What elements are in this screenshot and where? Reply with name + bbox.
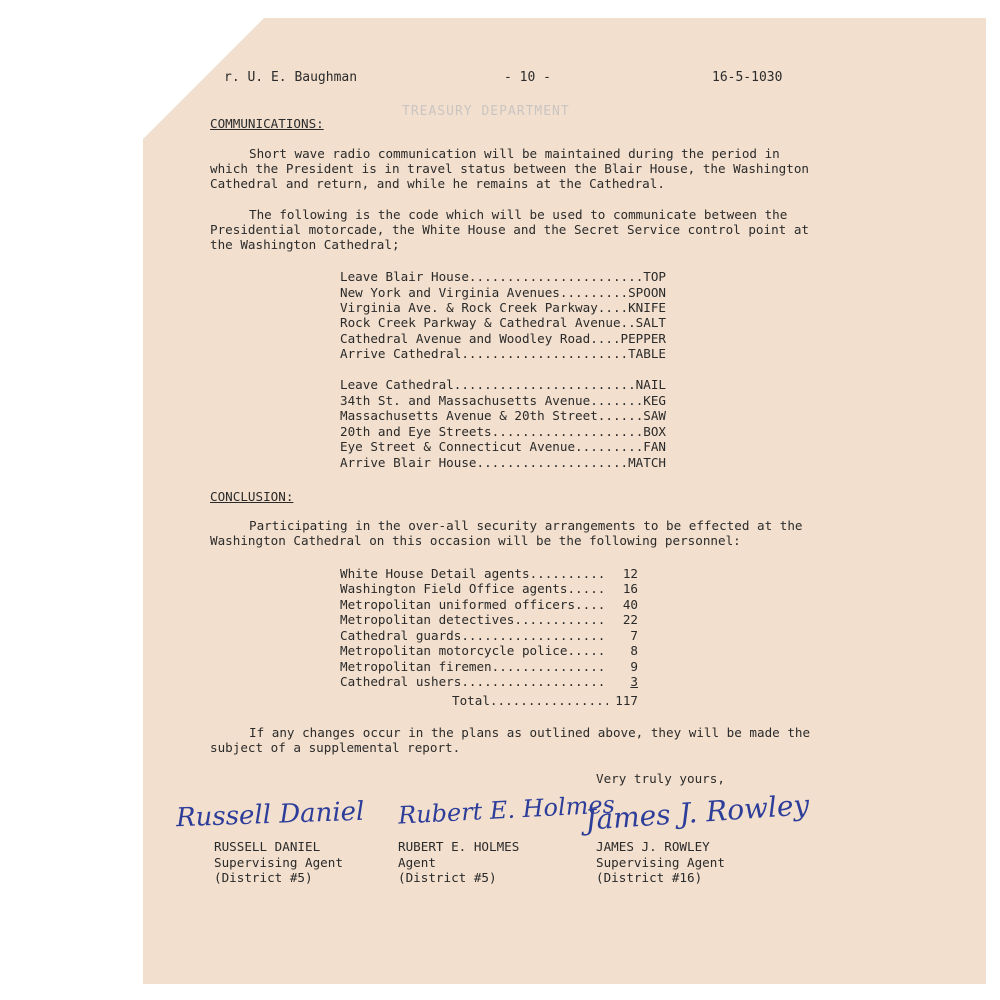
signatory-district: (District #5) (398, 870, 497, 885)
code-row: Leave Cathedral ..... NAIL (340, 377, 666, 392)
signatory-district: (District #16) (596, 870, 703, 885)
signatory-block-holmes (398, 839, 519, 886)
signatory-block-daniel (214, 839, 343, 886)
signatory-title: Supervising Agent (596, 854, 725, 870)
code-row: 20th and Eye Streets ..... BOX (340, 424, 666, 439)
signature-daniel: Russell Daniel (175, 796, 365, 834)
signatory-name: RUBERT E. HOLMES (398, 839, 520, 854)
code-row: Rock Creek Parkway & Cathedral Avenue ..... SALT (340, 315, 666, 330)
conclusion-paragraph: Participating in the over-all security arrangements to be effected at the Washington Cathedral on this occasion will be the following personnel: (210, 518, 803, 548)
code-row: Massachusetts Avenue & 20th Street ..... SAW (340, 408, 666, 423)
closing: Very truly yours, (596, 771, 725, 786)
personnel-total-row: Total ..... 117 (452, 693, 638, 708)
signatory-title: Agent (398, 854, 436, 870)
code-row: Leave Blair House ..... TOP (340, 269, 666, 284)
code-row: 34th St. and Massachusetts Avenue ..... KEG (340, 393, 666, 408)
signature-holmes: Rubert E. Holmes (397, 790, 616, 830)
file-number: 16-5-1030 (712, 70, 783, 85)
signatory-name: RUSSELL DANIEL (214, 839, 321, 854)
signatory-block-rowley (596, 839, 725, 886)
bleedthrough-heading: TREASURY DEPARTMENT (402, 104, 570, 119)
signatory-district: (District #5) (214, 870, 313, 885)
header-addressee: r. U. E. Baughman (224, 70, 358, 85)
changes-paragraph: If any changes occur in the plans as outlined above, they will be made the subject of a supplemental report. (210, 725, 811, 755)
communications-heading: COMMUNICATIONS: (210, 116, 324, 131)
code-row: Eye Street & Connecticut Avenue ..... FAN (340, 439, 666, 454)
personnel-row: Metropolitan detectives ..... 22 (340, 612, 638, 627)
personnel-row: Cathedral guards ..... 7 (340, 628, 638, 643)
personnel-row: White House Detail agents ..... 12 (340, 566, 638, 581)
code-row: New York and Virginia Avenues ..... SPOON (340, 285, 666, 300)
personnel-row: Metropolitan uniformed officers ..... 40 (340, 597, 638, 612)
signatory-name: JAMES J. ROWLEY (596, 839, 710, 854)
communications-paragraph-2: The following is the code which will be used to communicate between the Presidential motorcade, the White House and the Secret Service control point at the Washington Cathedral; (210, 207, 809, 252)
signature-rowley: James J. Rowley (584, 788, 811, 837)
code-row: Cathedral Avenue and Woodley Road ..... PEPPER (340, 331, 666, 346)
signatory-title: Supervising Agent (214, 854, 343, 870)
personnel-row: Washington Field Office agents ..... 16 (340, 581, 638, 596)
conclusion-heading: CONCLUSION: (210, 489, 294, 504)
personnel-row: Metropolitan firemen ..... 9 (340, 659, 638, 674)
code-row: Arrive Cathedral ..... TABLE (340, 346, 666, 361)
code-row: Arrive Blair House ..... MATCH (340, 455, 666, 470)
code-row: Virginia Ave. & Rock Creek Parkway ..... KNIFE (340, 300, 666, 315)
communications-paragraph-1: Short wave radio communication will be maintained during the period in which the President is in travel status between the Blair House, the Washington Cathedral and return, and while he remains at the Cathedral. (210, 146, 809, 191)
personnel-row: Cathedral ushers ..... 3 (340, 674, 638, 689)
page-number: - 10 - (504, 70, 551, 85)
personnel-row: Metropolitan motorcycle police ..... 8 (340, 643, 638, 658)
